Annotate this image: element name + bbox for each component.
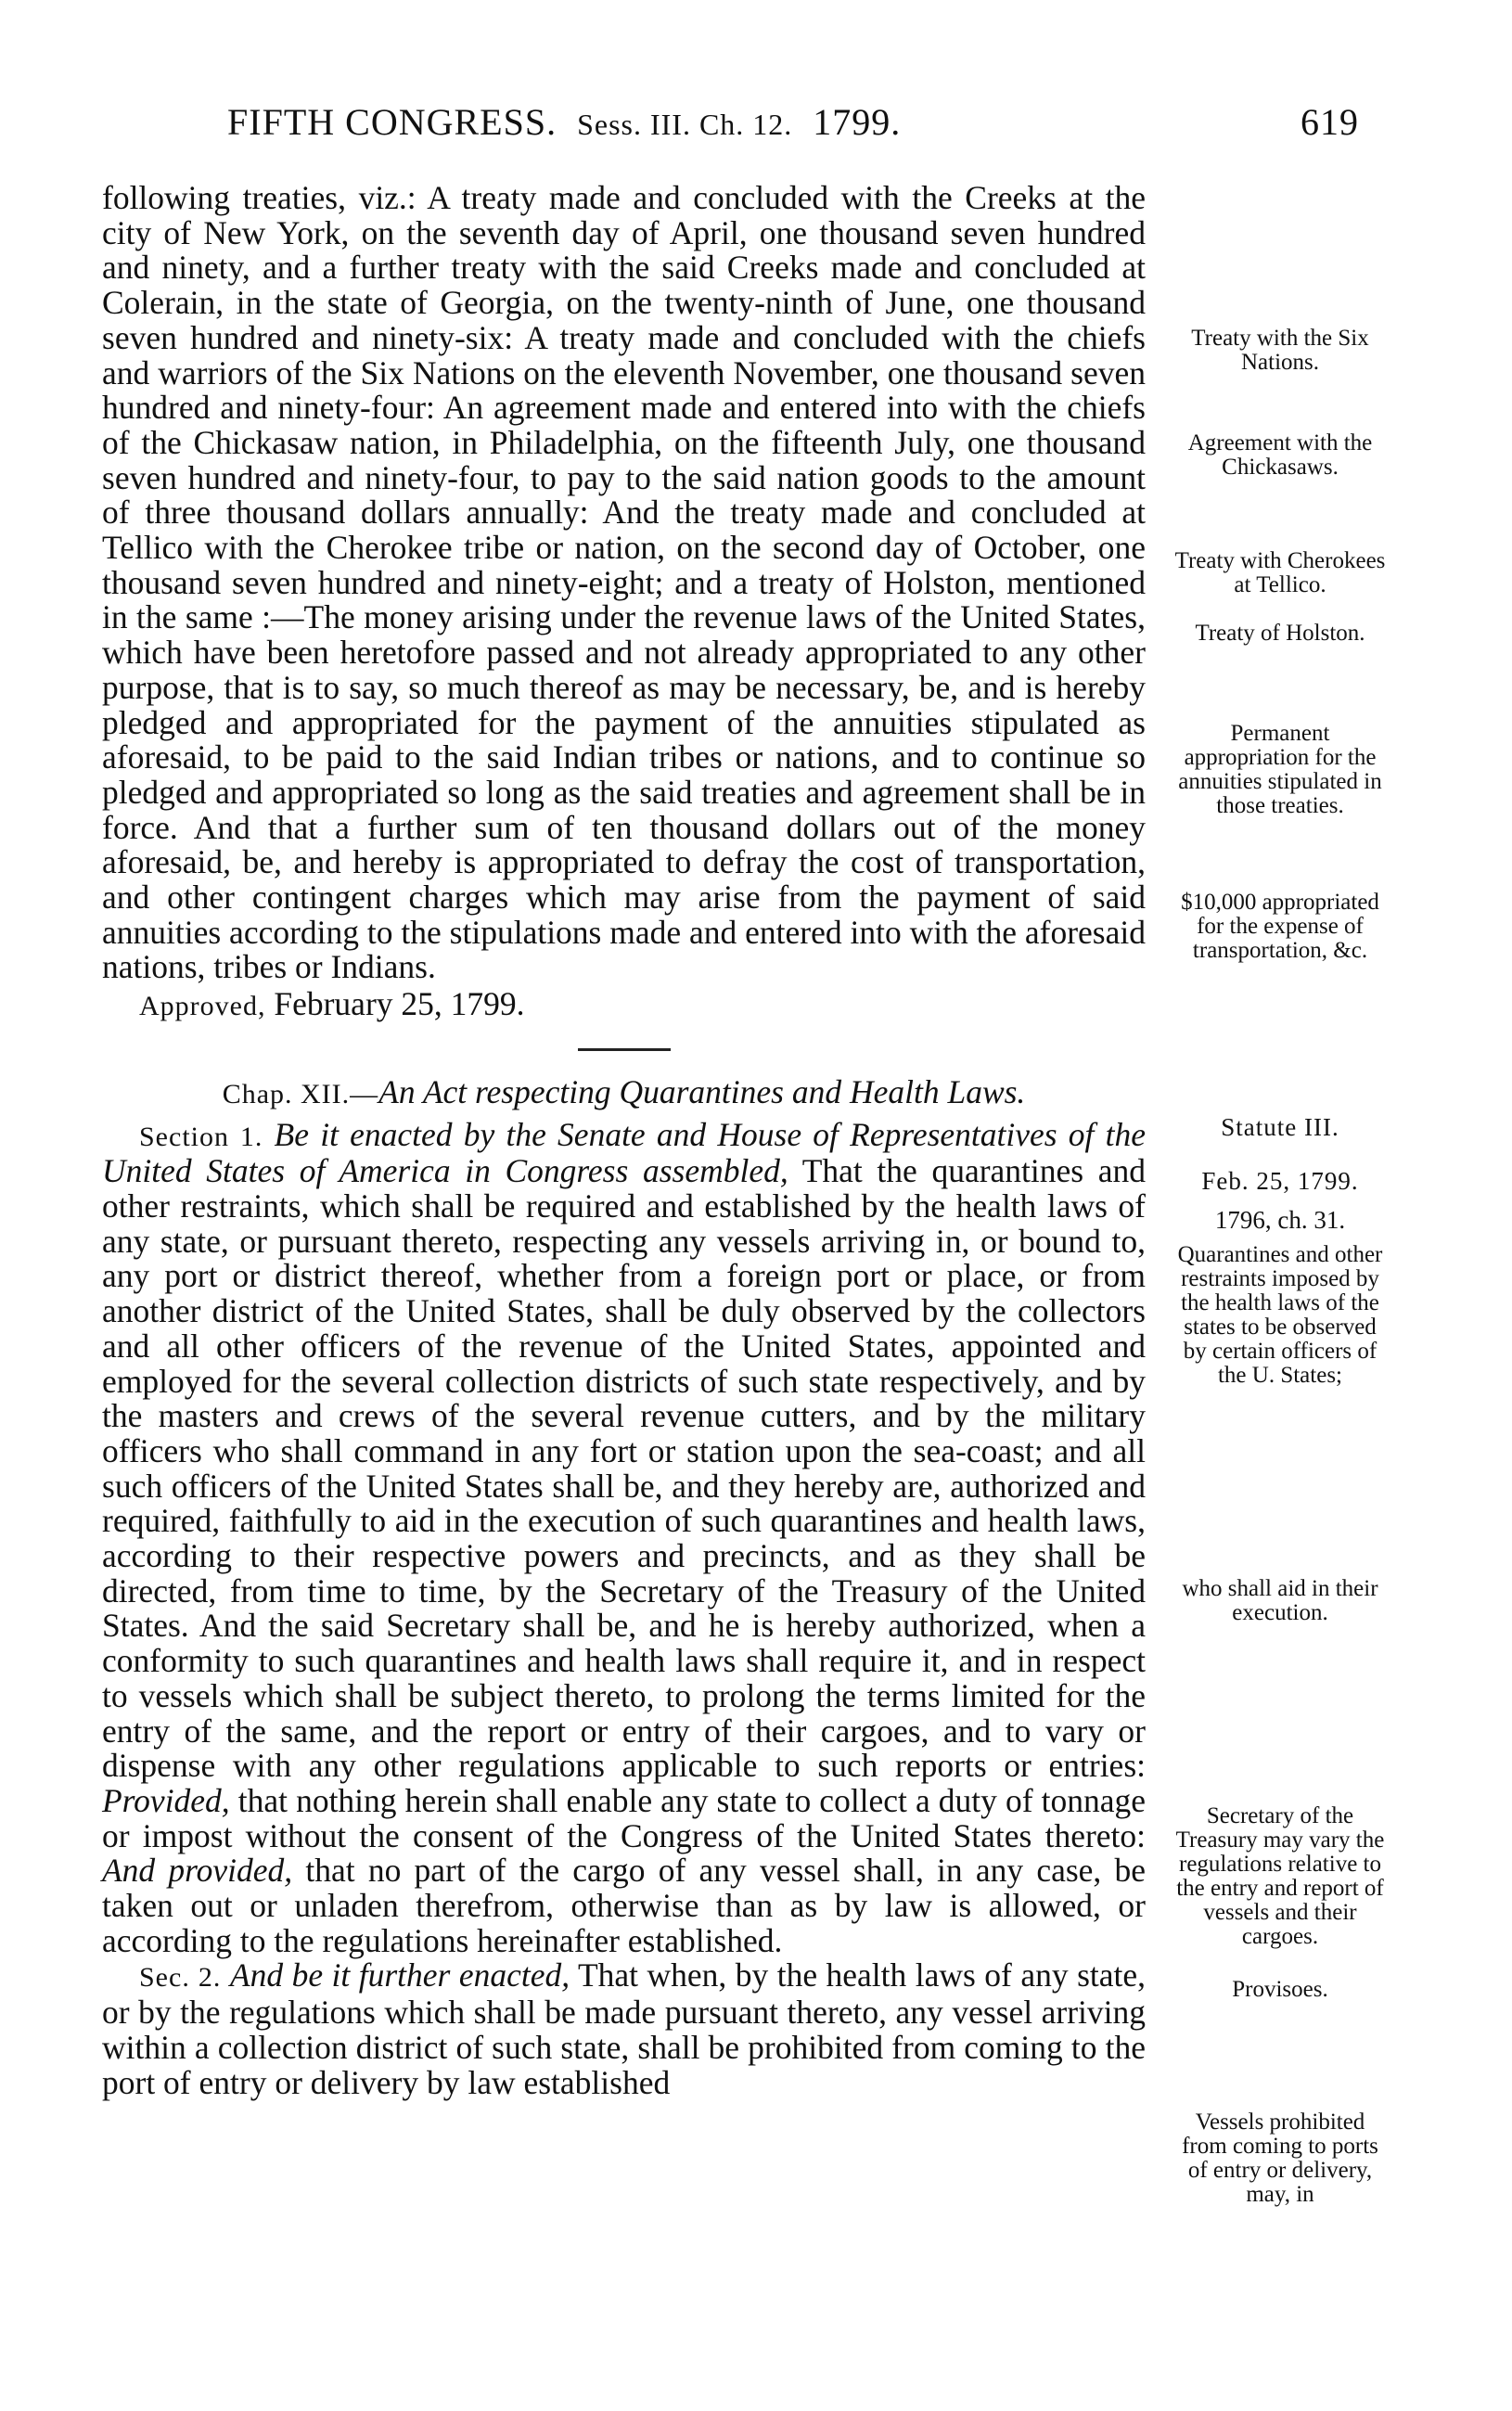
chapter-title: An Act respecting Quarantines and Health Laws. bbox=[378, 1072, 1026, 1110]
section-1-text-a: That the quarantines and other restraints, which shall be required and established by the health laws of any state, or pursuant thereto, respecting any vessels arriving in, or bound to, any port or district thereof, whether from a foreign port or place, or from another district of the United States, shall be duly observed by the collectors and all other officers of the revenue of the United States, appointed and employed for the several collection districts of such state respectively, and by the masters and crews of the several revenue cutters, and by the military officers who shall command in any fort or station upon the sea-coast; and all such officers of the United States shall be, and they hereby are, authorized and required, faithfully to aid in the execution of such quarantines and health laws, according to their respective powers and precincts, and as they shall be directed, from time to time, by the Secretary of the Treasury of the United States. And the said Secretary shall be, and he is hereby authorized, when a conformity to such quarantines and health laws shall require it, and in respect to vessels which shall be subject thereto, to prolong the terms limited for the entry of the same, and the report or entry of their cargoes, and to vary or dispense with any other regulations applicable to such reports or entries: bbox=[102, 1152, 1146, 1785]
section-1 bbox=[102, 1115, 1147, 1959]
note-vessels: Vessels prohibited from coming to ports of entry or delivery, may, in bbox=[1182, 2110, 1378, 2207]
note-provisoes: Provisoes. bbox=[1232, 1977, 1328, 2002]
note-transportation: $10,000 appropriated for the expense of transportation, &c. bbox=[1181, 890, 1379, 963]
note-quarantines: Quarantines and other restraints imposed by the health laws of the states to be observed by certain officers of the U. States; bbox=[1177, 1242, 1383, 1388]
proviso-2-label: And provided, bbox=[102, 1852, 293, 1890]
running-head bbox=[227, 100, 901, 144]
section-2-label: Sec. 2. bbox=[139, 1962, 222, 1994]
chapter-label: Chap. XII.— bbox=[222, 1078, 379, 1109]
statute-date: Feb. 25, 1799. bbox=[1201, 1167, 1359, 1195]
year-label: 1799. bbox=[813, 101, 902, 143]
note-six-nations: Treaty with the Six Nations. bbox=[1191, 326, 1369, 375]
statute-label: Statute III. bbox=[1221, 1113, 1339, 1141]
approved-label: Approved, bbox=[139, 991, 266, 1022]
note-aid-execution: who shall aid in their execution. bbox=[1182, 1576, 1378, 1625]
paragraph-treaties: following treaties, viz.: A treaty made and concluded with the Creeks at the city of New York, on the seventh day of April, one thousand seven hundred and ninety, and a further treaty with the said Creeks made and concluded at Colerain, in the state of Georgia, on the twenty-ninth of June, one thousand seven hundred and ninety-six: A treaty made and concluded with the chiefs and warriors of the Six Nations on the eleventh November, one thousand seven hundred and ninety-four: An agreement made and entered into with the chiefs of the Chickasaw nation, in Philadelphia, on the fifteenth July, one thousand seven hundred and ninety-four, to pay to the said nation goods to the amount of three thousand dollars annually: And the treaty made and concluded at Tellico with the Cherokee tribe or nation, on the second day of October, one thousand seven hundred and ninety-eight; and a treaty of Holston, mentioned in the same :—The money arising under the revenue laws of the United States, which have been heretofore passed and not already appropriated to any other purpose, that is to say, so much thereof as may be necessary, be, and is hereby pledged and appropriated for the payment of the annuities stipulated as aforesaid, to be paid to the said Indian tribes or nations, and to continue so pledged and appropriated so long as the said treaties and agreement shall be in force. And that a further sum of ten thousand dollars out of the money aforesaid, be, and hereby is appropriated to defray the cost of transportation, and other contingent charges which may arise from the payment of said annuities according to the stipulations made and entered into with the aforesaid nations, tribes or Indians. bbox=[102, 179, 1146, 986]
main-text bbox=[102, 181, 1146, 2100]
note-reference: 1796, ch. 31. bbox=[1214, 1206, 1346, 1234]
note-cherokees: Treaty with Cherokees at Tellico. bbox=[1174, 548, 1386, 597]
proviso-1-label: Provided, bbox=[102, 1781, 230, 1819]
enacting-clause: Be it enacted by the Senate and House of Representatives of the United States of America in Congress assembled, bbox=[102, 1115, 1146, 1190]
approved-line bbox=[102, 987, 1146, 1024]
section-1-text-b: that nothing herein shall enable any state to collect a duty of tonnage or impost without the consent of the Congress of the United States thereto: bbox=[102, 1781, 1146, 1854]
section-2 bbox=[102, 1958, 1146, 2100]
congress-label: FIFTH CONGRESS. bbox=[227, 101, 557, 143]
page-number: 619 bbox=[1301, 101, 1359, 143]
session-chapter: Sess. III. Ch. 12. bbox=[577, 108, 793, 141]
section-1-text-c: that no part of the cargo of any vessel shall, in any case, be taken out or unladen therefrom, otherwise than as by law is allowed, or according to the regulations hereinafter established. bbox=[102, 1852, 1147, 1959]
page-header bbox=[135, 100, 1359, 147]
note-secretary: Secretary of the Treasury may vary the regulations relative to the entry and report of vessels and their cargoes. bbox=[1175, 1803, 1385, 1949]
chapter-heading bbox=[102, 1072, 1146, 1112]
note-chickasaws: Agreement with the Chickasaws. bbox=[1187, 430, 1373, 480]
section-2-text: That when, by the health laws of any state, or by the regulations which shall be made pursuant thereto, any vessel arriving within a collection district of such state, shall be prohibited from coming to the port of entry or delivery by law established bbox=[102, 1956, 1147, 2101]
section-divider bbox=[578, 1048, 671, 1051]
note-holston: Treaty of Holston. bbox=[1195, 621, 1365, 646]
section-1-label: Section 1. bbox=[139, 1121, 263, 1152]
approved-date: February 25, 1799. bbox=[274, 985, 525, 1023]
note-permanent-appropriation: Permanent appropriation for the annuities stipulated in those treaties. bbox=[1178, 721, 1382, 818]
further-enacting-clause: And be it further enacted, bbox=[229, 1956, 570, 1994]
